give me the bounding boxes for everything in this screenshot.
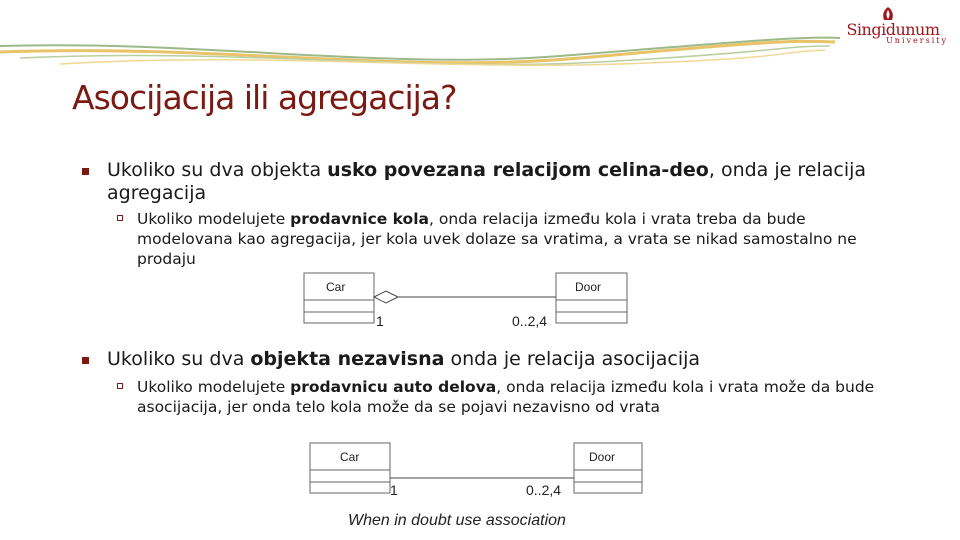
multiplicity-left: 1 [390, 482, 398, 498]
bullet-text-bold: usko povezana relacijom celina-deo [327, 159, 709, 181]
aggregation-diamond-icon [374, 291, 398, 303]
uml-class-door [574, 443, 642, 493]
uml-association-diagram [306, 440, 646, 534]
sub-bullet-square-icon [117, 383, 123, 389]
sub-bullet-parts-store [137, 377, 907, 417]
uml-class-name: Car [326, 280, 346, 294]
multiplicity-left: 1 [376, 313, 384, 329]
uml-class-door [556, 273, 627, 323]
logo-subtitle: University [886, 36, 948, 45]
sub-bullet-square-icon [117, 215, 123, 221]
header-wave-decoration [0, 0, 960, 80]
bullet-text-after: , onda je relacija agregacija [107, 159, 867, 204]
sub-bullet-text-before: Ukoliko modelujete [137, 210, 291, 228]
bullet-text-bold: objekta nezavisna [250, 348, 445, 370]
sub-bullet-text-after: , onda relacija između kola i vrata može da bude asocijacija, jer onda telo kola može da se pojavi nezavisno od vrata [137, 378, 875, 416]
multiplicity-right: 0..2,4 [526, 482, 562, 498]
bullet-square-icon [82, 168, 89, 175]
sub-bullet-text-bold: prodavnice kola [290, 210, 429, 228]
uml-aggregation-diagram [300, 270, 632, 330]
uml-class-name: Car [340, 450, 360, 464]
multiplicity-right: 0..2,4 [512, 313, 548, 329]
bullet-text-after: onda je relacija asocijacija [444, 348, 701, 370]
bullet-text-before: Ukoliko su dva [107, 348, 251, 370]
bullet-text-before: Ukoliko su dva objekta [107, 159, 328, 181]
sub-bullet-text-after: , onda relacija između kola i vrata treba da bude modelovana kao agregacija, jer kola uvek dolaze sa vratima, a vrata se nikad samostalno ne prodaju [137, 210, 857, 268]
bullet-association [107, 348, 867, 371]
uml-class-name: Door [589, 450, 616, 464]
sub-bullet-text-bold: prodavnicu auto delova [290, 378, 497, 396]
uml-class-name: Door [575, 280, 602, 294]
bullet-aggregation [107, 159, 867, 205]
sub-bullet-text-before: Ukoliko modelujete [137, 378, 291, 396]
bullet-square-icon [82, 357, 89, 364]
slide-title: Asocijacija ili agregacija? [72, 78, 457, 117]
logo-name: Singidunum [846, 20, 940, 39]
uml-class-car [304, 273, 374, 323]
diagram-caption: When in doubt use association [348, 512, 566, 529]
sub-bullet-car-store [137, 209, 897, 269]
university-logo [838, 6, 948, 46]
uml-class-car [310, 443, 390, 493]
